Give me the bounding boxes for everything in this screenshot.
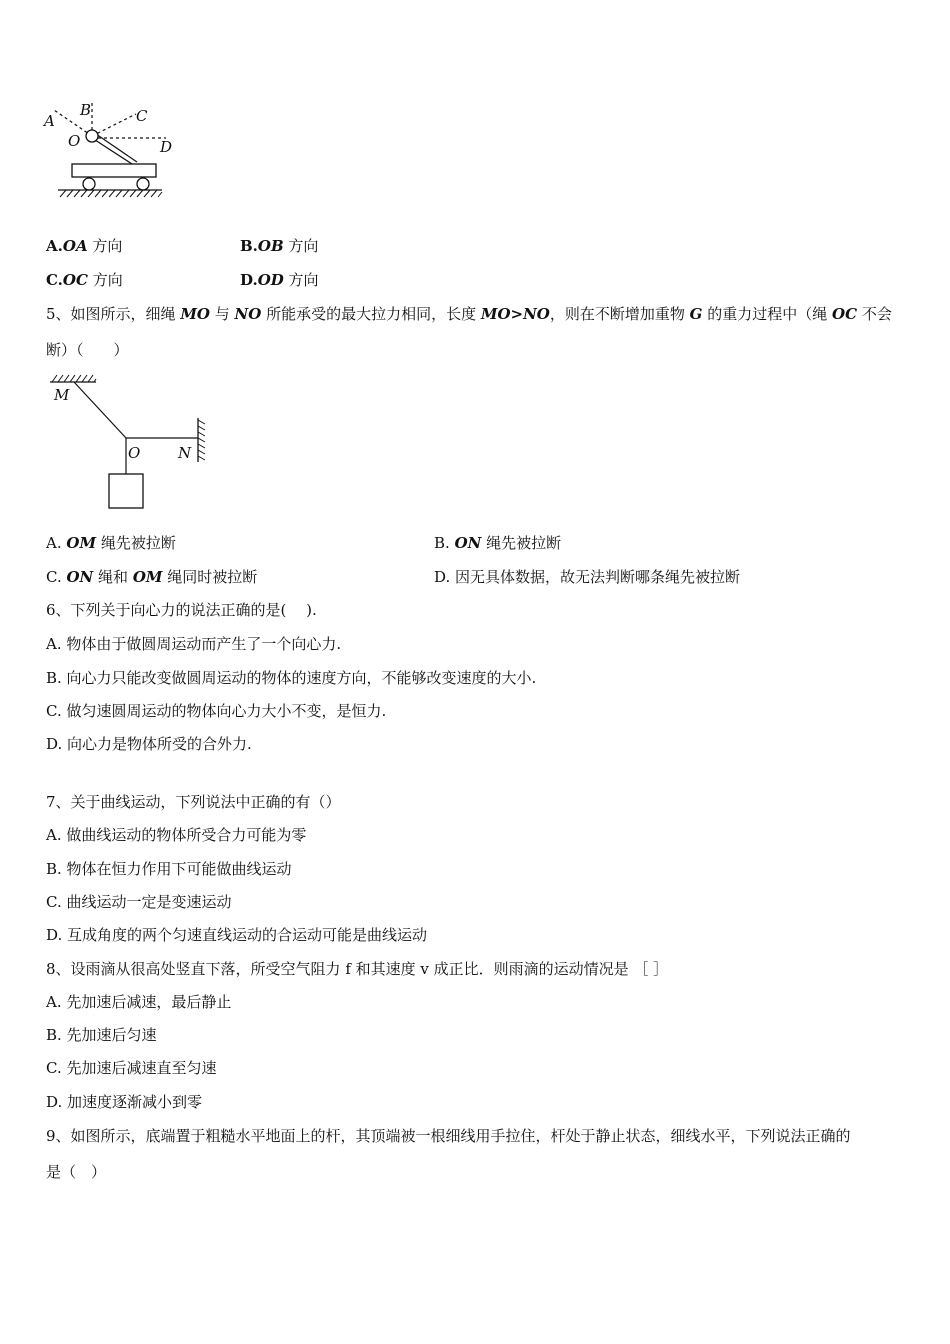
label-c: C	[136, 107, 148, 125]
q7-option-d: D. 互成角度的两个匀速直线运动的合运动可能是曲线运动	[46, 926, 428, 944]
q9-stem-line1: 9、如图所示，底端置于粗糙水平地面上的杆，其顶端被一根细线用手拉住，杆处于静止状态，细线水平，下列说法正确的	[46, 1127, 851, 1145]
figure-cart-directions	[40, 96, 180, 204]
q6-option-c: C. 做匀速圆周运动的物体向心力大小不变，是恒力.	[46, 702, 387, 720]
label-o: O	[68, 132, 81, 150]
q8-option-d: D. 加速度逐渐减小到零	[46, 1093, 203, 1111]
label-d: D	[160, 138, 173, 156]
q5-option-b: B. ON 绳先被拉断	[434, 534, 562, 552]
ball	[86, 130, 98, 142]
cart-body	[72, 164, 156, 177]
rope-mo	[74, 382, 126, 438]
q5-option-c: C. ON 绳和 OM 绳同时被拉断	[46, 568, 258, 586]
q5-option-a: A. OM 绳先被拉断	[46, 534, 176, 552]
cart-wheel-left	[83, 178, 95, 190]
q7-option-b: B. 物体在恒力作用下可能做曲线运动	[46, 860, 292, 878]
q4-option-c: C.OC 方向	[46, 271, 123, 289]
label-o2: O	[128, 444, 141, 462]
label-a: A	[44, 112, 55, 130]
cart-wheel-right	[137, 178, 149, 190]
figure-rope-system	[44, 372, 216, 514]
q5-stem-line1: 5、如图所示，细绳 MO 与 NO 所能承受的最大拉力相同，长度 MO>NO，则在不断增加重物 G 的重力过程中（绳 OC 不会	[46, 305, 892, 323]
q6-option-a: A. 物体由于做圆周运动而产生了一个向心力.	[46, 635, 342, 653]
q5-option-d: D. 因无具体数据，故无法判断哪条绳先被拉断	[434, 568, 741, 586]
q7-option-a: A. 做曲线运动的物体所受合力可能为零	[46, 826, 307, 844]
q9-stem-line2: 是（ ）	[46, 1163, 107, 1181]
q4-option-a: A.OA 方向	[46, 237, 123, 255]
weight-g	[109, 474, 143, 508]
q4-option-b: B.OB 方向	[240, 237, 319, 255]
q8-stem: 8、设雨滴从很高处竖直下落，所受空气阻力 f 和其速度 v 成正比．则雨滴的运动情况是 ［ ］	[46, 960, 669, 978]
q6-option-d: D. 向心力是物体所受的合外力.	[46, 735, 252, 753]
q6-option-b: B. 向心力只能改变做圆周运动的物体的速度方向，不能够改变速度的大小.	[46, 669, 537, 687]
label-n: N	[178, 444, 192, 462]
q7-stem: 7、关于曲线运动，下列说法中正确的有（）	[46, 793, 341, 811]
label-b: B	[80, 101, 92, 119]
q7-option-c: C. 曲线运动一定是变速运动	[46, 893, 232, 911]
label-m: M	[54, 386, 70, 404]
direction-line-c	[92, 114, 136, 136]
q8-option-a: A. 先加速后减速，最后静止	[46, 993, 232, 1011]
q4-option-d: D.OD 方向	[240, 271, 319, 289]
q5-stem-line2: 断）（ ）	[46, 341, 129, 359]
rod	[92, 138, 132, 164]
q6-stem: 6、下列关于向心力的说法正确的是( ).	[46, 601, 317, 619]
q8-option-c: C. 先加速后减速直至匀速	[46, 1059, 217, 1077]
q8-option-b: B. 先加速后匀速	[46, 1026, 157, 1044]
